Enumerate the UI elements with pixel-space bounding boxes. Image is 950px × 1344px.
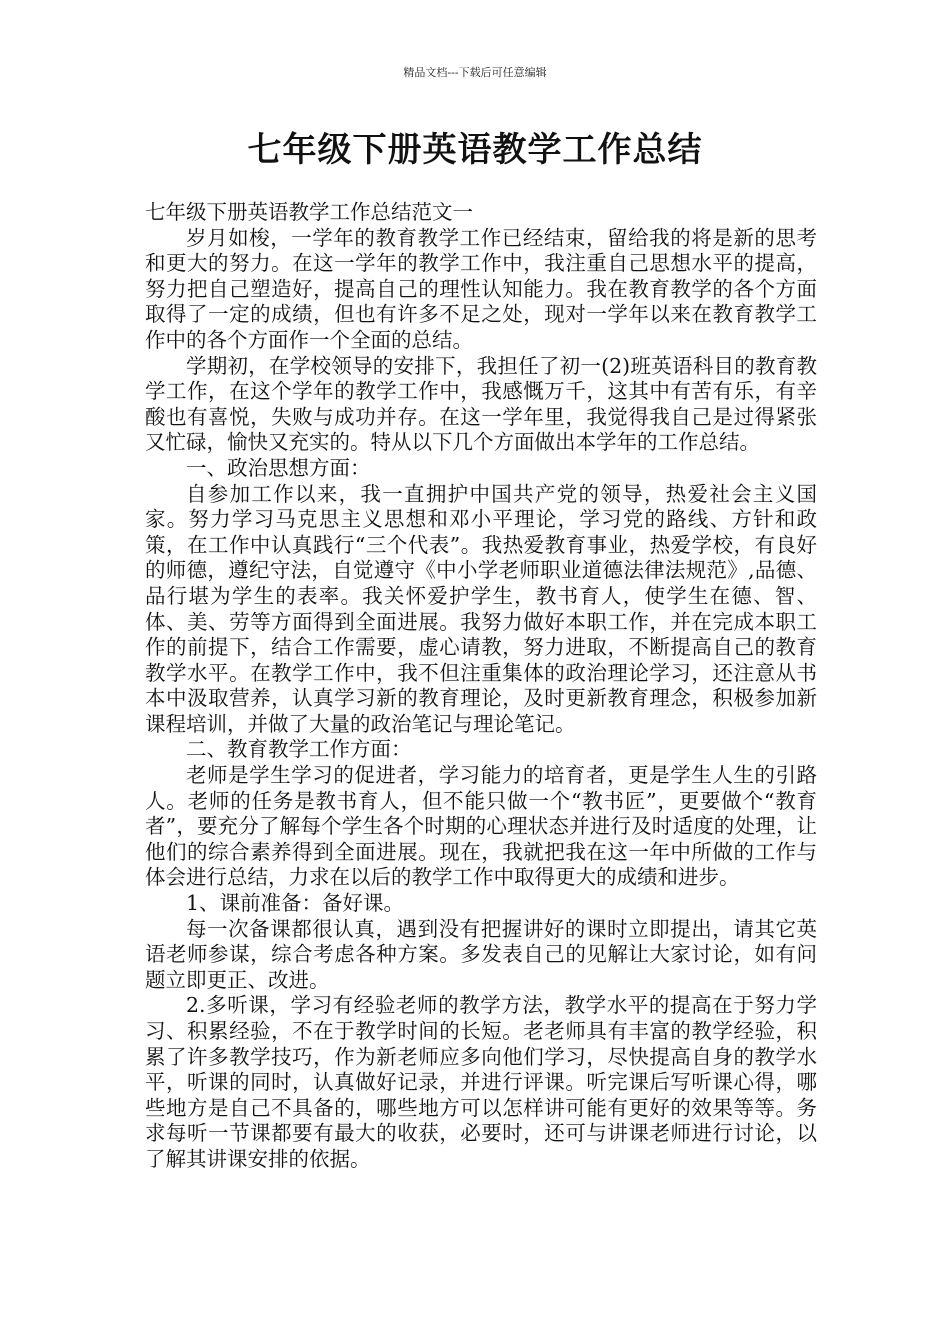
section-heading: 一、政治思想方面：	[186, 455, 371, 480]
subsection-heading: 1、课前准备：备好课。	[186, 891, 405, 916]
paragraph: 老师是学生学习的促进者，学习能力的培育者，更是学生人生的引路人。老师的任务是教书育人，但不能只做一个“教书匠”，更要做个“教育者”，要充分了解每个学生各个时期的心理状态并进行及时适度的处理，让他们的综合素养得到全面进展。现在，我就把我在这一年中所做的工作与体会进行总结，力求在以后的教学工作中取得更大的成绩和进步。	[145, 763, 817, 890]
paragraph: 岁月如梭，一学年的教育教学工作已经结束，留给我的将是新的思考和更大的努力。在这一学年的教学工作中，我注重自己思想水平的提高，努力把自己塑造好，提高自己的理性认知能力。我在教育教学的各个方面取得了一定的成绩，但也有许多不足之处，现对一学年以来在教育教学工作中的各个方面作一个全面的总结。	[145, 225, 817, 352]
paragraph: 七年级下册英语教学工作总结范文一	[145, 200, 473, 224]
header-note: 精品文档---下载后可任意编辑	[403, 66, 547, 79]
section-heading: 二、教育教学工作方面：	[186, 737, 412, 762]
paragraph: 2.多听课，学习有经验老师的教学方法，教学水平的提高在于努力学习、积累经验，不在于教学时间的长短。老老师具有丰富的教学经验，积累了许多教学技巧，作为新老师应多向他们学习，尽快提高自身的教学水平，听课的同时，认真做好记录，并进行评课。听完课后写听课心得，哪些地方是自己不具备的，哪些地方可以怎样讲可能有更好的效果等等。务求每听一节课都要有最大的收获，必要时，还可与讲课老师进行讨论，以了解其讲课安排的依据。	[145, 993, 817, 1171]
page-title: 七年级下册英语教学工作总结	[247, 130, 703, 170]
paragraph: 每一次备课都很认真，遇到没有把握讲好的课时立即提出，请其它英语老师参谋，综合考虑各种方案。多发表自己的见解让大家讨论，如有问题立即更正、改进。	[145, 916, 817, 992]
paragraph: 自参加工作以来，我一直拥护中国共产党的领导，热爱社会主义国家。努力学习马克思主义思想和邓小平理论，学习党的路线、方针和政策，在工作中认真践行“三个代表”。我热爱教育事业，热爱学校，有良好的师德，遵纪守法，自觉遵守《中小学老师职业道德法律法规范》,品德、品行堪为学生的表率。我关怀爱护学生，教书育人，使学生在德、智、体、美、劳等方面得到全面进展。我努力做好本职工作，并在完成本职工作的前提下，结合工作需要，虚心请教，努力进取，不断提高自己的教育教学水平。在教学工作中，我不但注重集体的政治理论学习，还注意从书本中汲取营养，认真学习新的教育理论，及时更新教育理念，积极参加新课程培训，并做了大量的政治笔记与理论笔记。	[145, 481, 817, 736]
paragraph: 学期初，在学校领导的安排下，我担任了初一(2)班英语科目的教育教学工作，在这个学年的教学工作中，我感慨万千，这其中有苦有乐，有辛酸也有喜悦，失败与成功并存。在这一学年里，我觉得我自己是过得紧张又忙碌，愉快又充实的。特从以下几个方面做出本学年的工作总结。	[145, 353, 817, 455]
document-body	[145, 200, 817, 1173]
